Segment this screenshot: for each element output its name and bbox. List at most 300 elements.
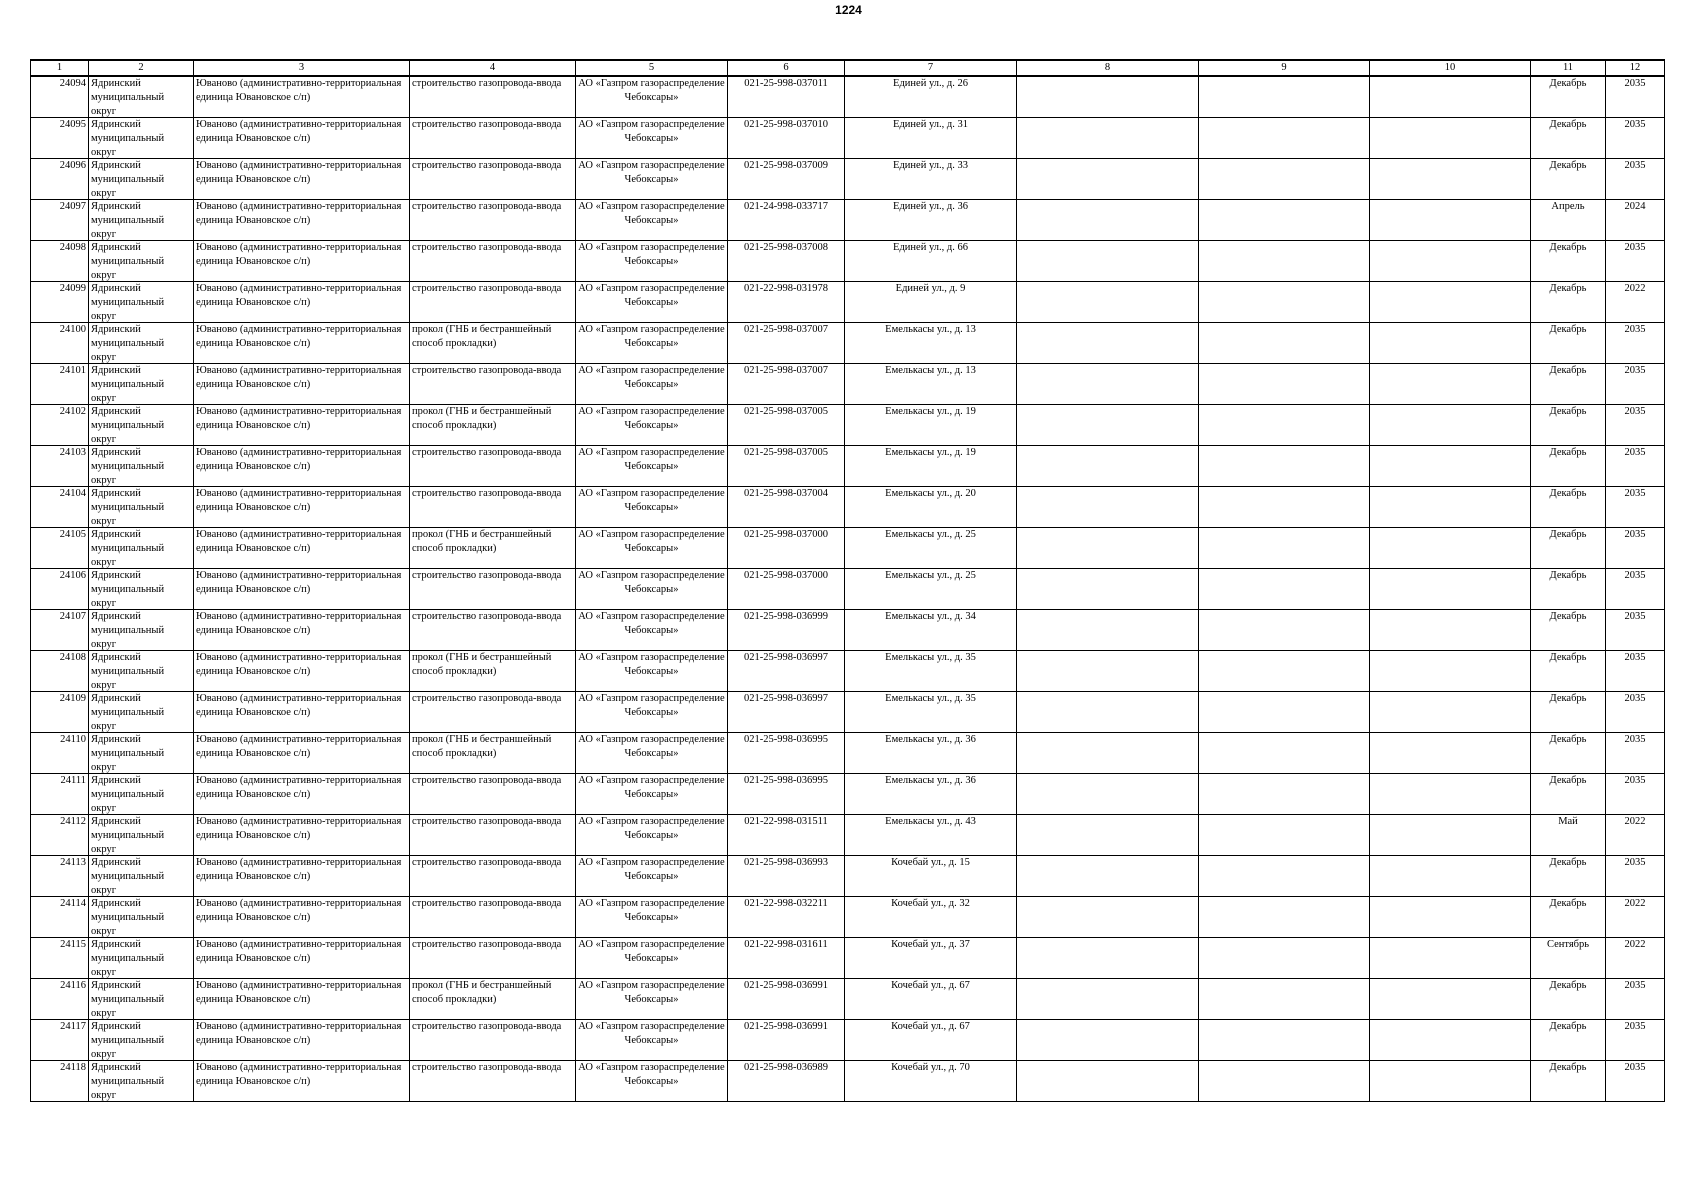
- cell-number: [31, 897, 89, 938]
- column-header-9: 9: [1199, 60, 1370, 76]
- column-header-6: 6: [728, 60, 845, 76]
- cell-year: [1606, 610, 1665, 651]
- cell-year-text: 2035: [1624, 119, 1646, 130]
- cell-object-code: [728, 815, 845, 856]
- cell-col8-text: [1019, 774, 1196, 814]
- cell-object-code-text: 021-25-998-037005: [744, 406, 828, 417]
- cell-col10: [1370, 1020, 1531, 1061]
- cell-col8: [1017, 405, 1199, 446]
- cell-address: [845, 1020, 1017, 1061]
- cell-col10: [1370, 528, 1531, 569]
- cell-col9: [1199, 200, 1370, 241]
- cell-district: [89, 856, 194, 897]
- cell-work-type-text: строительство газопровода-ввода: [412, 119, 562, 130]
- cell-col10-text: [1372, 774, 1528, 814]
- cell-address-text: Единей ул., д. 31: [893, 119, 968, 130]
- cell-col9: [1199, 159, 1370, 200]
- cell-col8-text: [1019, 282, 1196, 322]
- cell-number-text: 24098: [59, 242, 86, 253]
- cell-object-code: [728, 979, 845, 1020]
- cell-number: [31, 733, 89, 774]
- cell-address-text: Кочебай ул., д. 37: [891, 939, 970, 950]
- cell-col10-text: [1372, 528, 1528, 568]
- cell-work-type-text: строительство газопровода-ввода: [412, 570, 562, 581]
- cell-col10-text: [1372, 323, 1528, 363]
- cell-number-text: 24105: [59, 529, 86, 540]
- cell-organization-text: АО «Газпром газораспределение Чебоксары»: [578, 406, 725, 431]
- cell-district-text: Ядринский муниципальный округ: [91, 980, 165, 1019]
- cell-work-type: [410, 323, 576, 364]
- cell-object-code: [728, 651, 845, 692]
- column-header-12: 12: [1606, 60, 1665, 76]
- cell-address: [845, 897, 1017, 938]
- cell-year: [1606, 897, 1665, 938]
- cell-organization: [576, 200, 728, 241]
- cell-year-text: 2035: [1624, 693, 1646, 704]
- table-body: [31, 76, 1665, 1102]
- cell-month: [1531, 733, 1606, 774]
- cell-address: [845, 159, 1017, 200]
- cell-work-type-text: строительство газопровода-ввода: [412, 898, 562, 909]
- cell-year-text: 2035: [1624, 488, 1646, 499]
- table-row: [31, 159, 1665, 200]
- cell-district: [89, 200, 194, 241]
- cell-organization-text: АО «Газпром газораспределение Чебоксары»: [578, 78, 725, 103]
- cell-year: [1606, 405, 1665, 446]
- table-row: [31, 774, 1665, 815]
- cell-object-code-text: 021-25-998-037011: [744, 78, 828, 89]
- cell-district-text: Ядринский муниципальный округ: [91, 939, 165, 978]
- cell-number: [31, 569, 89, 610]
- cell-col8: [1017, 282, 1199, 323]
- cell-object-code-text: 021-25-998-036989: [744, 1062, 828, 1073]
- cell-month-text: Декабрь: [1549, 611, 1587, 622]
- cell-col8-text: [1019, 241, 1196, 281]
- cell-number: [31, 979, 89, 1020]
- cell-number-text: 24100: [59, 324, 86, 335]
- cell-col8: [1017, 733, 1199, 774]
- cell-district: [89, 282, 194, 323]
- cell-col8-text: [1019, 528, 1196, 568]
- cell-col10: [1370, 856, 1531, 897]
- cell-col8: [1017, 446, 1199, 487]
- cell-col8-text: [1019, 1061, 1196, 1101]
- cell-object-code-text: 021-25-998-037007: [744, 365, 828, 376]
- cell-work-type-text: прокол (ГНБ и бестраншейный способ прокладки): [412, 652, 552, 677]
- cell-district: [89, 364, 194, 405]
- cell-object-code: [728, 200, 845, 241]
- cell-object-code-text: 021-25-998-036997: [744, 693, 828, 704]
- cell-col10: [1370, 241, 1531, 282]
- cell-month-text: Декабрь: [1549, 324, 1587, 335]
- cell-col10: [1370, 815, 1531, 856]
- cell-month-text: Декабрь: [1549, 283, 1587, 294]
- cell-year: [1606, 569, 1665, 610]
- cell-number-text: 24096: [59, 160, 86, 171]
- cell-work-type-text: строительство газопровода-ввода: [412, 365, 562, 376]
- cell-settlement-text: Юваново (административно-территориальная единица Ювановское с/п): [196, 816, 402, 841]
- cell-address-text: Емелькасы ул., д. 19: [885, 447, 976, 458]
- cell-district: [89, 487, 194, 528]
- cell-district-text: Ядринский муниципальный округ: [91, 1021, 165, 1060]
- cell-address: [845, 200, 1017, 241]
- cell-organization-text: АО «Газпром газораспределение Чебоксары»: [578, 365, 725, 390]
- cell-month-text: Декабрь: [1549, 775, 1587, 786]
- cell-settlement: [194, 856, 410, 897]
- cell-settlement-text: Юваново (административно-территориальная единица Ювановское с/п): [196, 980, 402, 1005]
- cell-month: [1531, 856, 1606, 897]
- cell-work-type-text: строительство газопровода-ввода: [412, 447, 562, 458]
- register-table: [30, 59, 1665, 1102]
- cell-district: [89, 733, 194, 774]
- cell-col9: [1199, 774, 1370, 815]
- cell-organization-text: АО «Газпром газораспределение Чебоксары»: [578, 119, 725, 144]
- cell-year-text: 2035: [1624, 775, 1646, 786]
- cell-col8-text: [1019, 815, 1196, 855]
- cell-col9-text: [1201, 1020, 1367, 1060]
- cell-organization-text: АО «Газпром газораспределение Чебоксары»: [578, 857, 725, 882]
- cell-col8: [1017, 118, 1199, 159]
- cell-col8: [1017, 938, 1199, 979]
- cell-settlement-text: Юваново (административно-территориальная единица Ювановское с/п): [196, 242, 402, 267]
- cell-number: [31, 610, 89, 651]
- cell-col9-text: [1201, 938, 1367, 978]
- cell-address-text: Емелькасы ул., д. 35: [885, 693, 976, 704]
- cell-work-type-text: строительство газопровода-ввода: [412, 857, 562, 868]
- cell-number: [31, 364, 89, 405]
- cell-year: [1606, 76, 1665, 118]
- cell-month: [1531, 159, 1606, 200]
- cell-settlement-text: Юваново (административно-территориальная единица Ювановское с/п): [196, 201, 402, 226]
- cell-col8: [1017, 856, 1199, 897]
- cell-number-text: 24107: [59, 611, 86, 622]
- cell-work-type-text: строительство газопровода-ввода: [412, 242, 562, 253]
- cell-col9: [1199, 856, 1370, 897]
- cell-district: [89, 446, 194, 487]
- cell-settlement: [194, 938, 410, 979]
- cell-col8-text: [1019, 569, 1196, 609]
- cell-work-type: [410, 733, 576, 774]
- cell-col9: [1199, 76, 1370, 118]
- cell-col9: [1199, 692, 1370, 733]
- cell-organization-text: АО «Газпром газораспределение Чебоксары»: [578, 898, 725, 923]
- cell-organization: [576, 610, 728, 651]
- cell-settlement-text: Юваново (административно-территориальная единица Ювановское с/п): [196, 652, 402, 677]
- cell-month-text: Декабрь: [1549, 570, 1587, 581]
- cell-number: [31, 651, 89, 692]
- column-header-11: 11: [1531, 60, 1606, 76]
- cell-number: [31, 528, 89, 569]
- cell-address-text: Кочебай ул., д. 67: [891, 980, 970, 991]
- cell-address-text: Кочебай ул., д. 15: [891, 857, 970, 868]
- cell-year-text: 2035: [1624, 611, 1646, 622]
- cell-month-text: Декабрь: [1549, 1062, 1587, 1073]
- cell-object-code-text: 021-25-998-036995: [744, 734, 828, 745]
- cell-number-text: 24111: [60, 775, 86, 786]
- cell-year: [1606, 1061, 1665, 1102]
- cell-object-code: [728, 938, 845, 979]
- cell-col8: [1017, 241, 1199, 282]
- cell-col9-text: [1201, 979, 1367, 1019]
- cell-year: [1606, 1020, 1665, 1061]
- cell-organization: [576, 815, 728, 856]
- cell-object-code-text: 021-25-998-036997: [744, 652, 828, 663]
- cell-col9-text: [1201, 200, 1367, 240]
- cell-month: [1531, 774, 1606, 815]
- cell-col10-text: [1372, 77, 1528, 117]
- cell-settlement: [194, 897, 410, 938]
- cell-col9: [1199, 897, 1370, 938]
- table-row: [31, 241, 1665, 282]
- cell-col8: [1017, 569, 1199, 610]
- cell-number-text: 24099: [59, 283, 86, 294]
- cell-organization: [576, 446, 728, 487]
- cell-col9-text: [1201, 487, 1367, 527]
- cell-address-text: Единей ул., д. 33: [893, 160, 968, 171]
- cell-month: [1531, 897, 1606, 938]
- cell-col9: [1199, 815, 1370, 856]
- cell-col9: [1199, 282, 1370, 323]
- cell-settlement: [194, 1061, 410, 1102]
- cell-work-type: [410, 938, 576, 979]
- cell-settlement: [194, 118, 410, 159]
- cell-month-text: Декабрь: [1549, 242, 1587, 253]
- cell-col8: [1017, 610, 1199, 651]
- table-row: [31, 528, 1665, 569]
- cell-col8-text: [1019, 692, 1196, 732]
- cell-col9: [1199, 569, 1370, 610]
- cell-settlement: [194, 610, 410, 651]
- cell-settlement-text: Юваново (административно-территориальная единица Ювановское с/п): [196, 406, 402, 431]
- cell-col8-text: [1019, 118, 1196, 158]
- cell-year-text: 2035: [1624, 652, 1646, 663]
- cell-district-text: Ядринский муниципальный округ: [91, 652, 165, 691]
- cell-district: [89, 979, 194, 1020]
- cell-month: [1531, 938, 1606, 979]
- cell-address: [845, 118, 1017, 159]
- cell-month: [1531, 651, 1606, 692]
- cell-month-text: Декабрь: [1549, 160, 1587, 171]
- cell-number: [31, 1061, 89, 1102]
- column-header-5: 5: [576, 60, 728, 76]
- cell-col9: [1199, 610, 1370, 651]
- cell-col10: [1370, 733, 1531, 774]
- cell-object-code: [728, 856, 845, 897]
- cell-col10: [1370, 487, 1531, 528]
- cell-address: [845, 979, 1017, 1020]
- table-row: [31, 323, 1665, 364]
- table-row: [31, 856, 1665, 897]
- cell-organization-text: АО «Газпром газораспределение Чебоксары»: [578, 734, 725, 759]
- cell-work-type-text: прокол (ГНБ и бестраншейный способ прокладки): [412, 734, 552, 759]
- cell-settlement: [194, 159, 410, 200]
- cell-settlement: [194, 692, 410, 733]
- cell-settlement-text: Юваново (административно-территориальная единица Ювановское с/п): [196, 78, 402, 103]
- cell-col8-text: [1019, 610, 1196, 650]
- cell-work-type-text: прокол (ГНБ и бестраншейный способ прокладки): [412, 529, 552, 554]
- cell-settlement: [194, 651, 410, 692]
- cell-number-text: 24114: [60, 898, 86, 909]
- cell-organization: [576, 487, 728, 528]
- cell-object-code-text: 021-25-998-037008: [744, 242, 828, 253]
- cell-object-code: [728, 405, 845, 446]
- cell-object-code: [728, 528, 845, 569]
- cell-number-text: 24094: [59, 78, 86, 89]
- cell-work-type-text: прокол (ГНБ и бестраншейный способ прокладки): [412, 980, 552, 1005]
- cell-object-code: [728, 733, 845, 774]
- cell-work-type: [410, 651, 576, 692]
- cell-number-text: 24112: [60, 816, 86, 827]
- table-row: [31, 1061, 1665, 1102]
- cell-col10: [1370, 405, 1531, 446]
- cell-col9-text: [1201, 856, 1367, 896]
- cell-address-text: Емелькасы ул., д. 36: [885, 734, 976, 745]
- cell-month-text: Апрель: [1551, 201, 1585, 212]
- cell-col9: [1199, 405, 1370, 446]
- cell-col9-text: [1201, 610, 1367, 650]
- cell-object-code: [728, 323, 845, 364]
- cell-col10-text: [1372, 815, 1528, 855]
- cell-object-code-text: 021-25-998-036991: [744, 1021, 828, 1032]
- cell-object-code: [728, 610, 845, 651]
- cell-col8: [1017, 897, 1199, 938]
- cell-organization-text: АО «Газпром газораспределение Чебоксары»: [578, 1021, 725, 1046]
- cell-address-text: Емелькасы ул., д. 25: [885, 529, 976, 540]
- cell-col8-text: [1019, 446, 1196, 486]
- cell-work-type-text: строительство газопровода-ввода: [412, 488, 562, 499]
- cell-work-type-text: строительство газопровода-ввода: [412, 283, 562, 294]
- cell-settlement-text: Юваново (административно-территориальная единица Ювановское с/п): [196, 611, 402, 636]
- cell-address: [845, 651, 1017, 692]
- cell-work-type: [410, 569, 576, 610]
- cell-month: [1531, 487, 1606, 528]
- cell-address-text: Единей ул., д. 36: [893, 201, 968, 212]
- cell-col9: [1199, 1020, 1370, 1061]
- cell-work-type: [410, 446, 576, 487]
- cell-object-code: [728, 118, 845, 159]
- cell-col10-text: [1372, 200, 1528, 240]
- cell-col10-text: [1372, 282, 1528, 322]
- cell-col9-text: [1201, 364, 1367, 404]
- cell-district: [89, 1061, 194, 1102]
- cell-number: [31, 323, 89, 364]
- cell-year: [1606, 528, 1665, 569]
- cell-work-type-text: прокол (ГНБ и бестраншейный способ прокладки): [412, 406, 552, 431]
- cell-settlement: [194, 76, 410, 118]
- cell-object-code: [728, 569, 845, 610]
- cell-col10-text: [1372, 897, 1528, 937]
- table-row: [31, 282, 1665, 323]
- cell-number: [31, 241, 89, 282]
- cell-settlement-text: Юваново (административно-территориальная единица Ювановское с/п): [196, 447, 402, 472]
- cell-organization-text: АО «Газпром газораспределение Чебоксары»: [578, 1062, 725, 1087]
- cell-col10-text: [1372, 159, 1528, 199]
- cell-object-code-text: 021-25-998-036991: [744, 980, 828, 991]
- cell-address-text: Единей ул., д. 66: [893, 242, 968, 253]
- cell-col9: [1199, 364, 1370, 405]
- cell-organization-text: АО «Газпром газораспределение Чебоксары»: [578, 980, 725, 1005]
- cell-settlement-text: Юваново (административно-территориальная единица Ювановское с/п): [196, 775, 402, 800]
- cell-district: [89, 241, 194, 282]
- cell-col8: [1017, 159, 1199, 200]
- cell-work-type-text: строительство газопровода-ввода: [412, 1062, 562, 1073]
- cell-col10: [1370, 692, 1531, 733]
- cell-col9: [1199, 938, 1370, 979]
- cell-col10-text: [1372, 118, 1528, 158]
- cell-organization-text: АО «Газпром газораспределение Чебоксары»: [578, 611, 725, 636]
- cell-object-code-text: 021-25-998-037010: [744, 119, 828, 130]
- cell-organization: [576, 405, 728, 446]
- cell-work-type: [410, 405, 576, 446]
- cell-year: [1606, 856, 1665, 897]
- cell-col9-text: [1201, 118, 1367, 158]
- cell-organization: [576, 1061, 728, 1102]
- cell-organization: [576, 856, 728, 897]
- cell-col10-text: [1372, 979, 1528, 1019]
- cell-year-text: 2022: [1624, 816, 1646, 827]
- cell-organization-text: АО «Газпром газораспределение Чебоксары»: [578, 324, 725, 349]
- cell-col8-text: [1019, 651, 1196, 691]
- cell-settlement: [194, 487, 410, 528]
- cell-col9-text: [1201, 733, 1367, 773]
- table-row: [31, 610, 1665, 651]
- cell-object-code: [728, 774, 845, 815]
- cell-month-text: Декабрь: [1549, 447, 1587, 458]
- cell-organization: [576, 938, 728, 979]
- cell-col9-text: [1201, 774, 1367, 814]
- cell-col8-text: [1019, 1020, 1196, 1060]
- cell-year-text: 2022: [1624, 898, 1646, 909]
- cell-organization: [576, 323, 728, 364]
- cell-month: [1531, 528, 1606, 569]
- cell-year-text: 2035: [1624, 406, 1646, 417]
- cell-col10-text: [1372, 364, 1528, 404]
- cell-col10-text: [1372, 487, 1528, 527]
- cell-col8: [1017, 979, 1199, 1020]
- cell-col10: [1370, 651, 1531, 692]
- cell-organization-text: АО «Газпром газораспределение Чебоксары»: [578, 488, 725, 513]
- cell-organization: [576, 241, 728, 282]
- cell-col9-text: [1201, 1061, 1367, 1101]
- cell-col9-text: [1201, 446, 1367, 486]
- cell-object-code-text: 021-25-998-037000: [744, 570, 828, 581]
- cell-address: [845, 1061, 1017, 1102]
- cell-month: [1531, 405, 1606, 446]
- cell-address: [845, 856, 1017, 897]
- cell-work-type-text: строительство газопровода-ввода: [412, 78, 562, 89]
- cell-year: [1606, 774, 1665, 815]
- cell-year: [1606, 733, 1665, 774]
- cell-object-code-text: 021-25-998-036995: [744, 775, 828, 786]
- cell-work-type-text: строительство газопровода-ввода: [412, 160, 562, 171]
- cell-address: [845, 487, 1017, 528]
- cell-settlement-text: Юваново (административно-территориальная единица Ювановское с/п): [196, 365, 402, 390]
- cell-month-text: Декабрь: [1549, 529, 1587, 540]
- cell-month-text: Декабрь: [1549, 693, 1587, 704]
- cell-number: [31, 692, 89, 733]
- cell-col8: [1017, 323, 1199, 364]
- cell-object-code: [728, 241, 845, 282]
- column-header-10: 10: [1370, 60, 1531, 76]
- cell-district: [89, 897, 194, 938]
- cell-col10-text: [1372, 241, 1528, 281]
- cell-settlement: [194, 241, 410, 282]
- cell-address-text: Емелькасы ул., д. 13: [885, 324, 976, 335]
- cell-year-text: 2035: [1624, 1062, 1646, 1073]
- cell-month: [1531, 364, 1606, 405]
- cell-organization-text: АО «Газпром газораспределение Чебоксары»: [578, 283, 725, 308]
- cell-object-code: [728, 446, 845, 487]
